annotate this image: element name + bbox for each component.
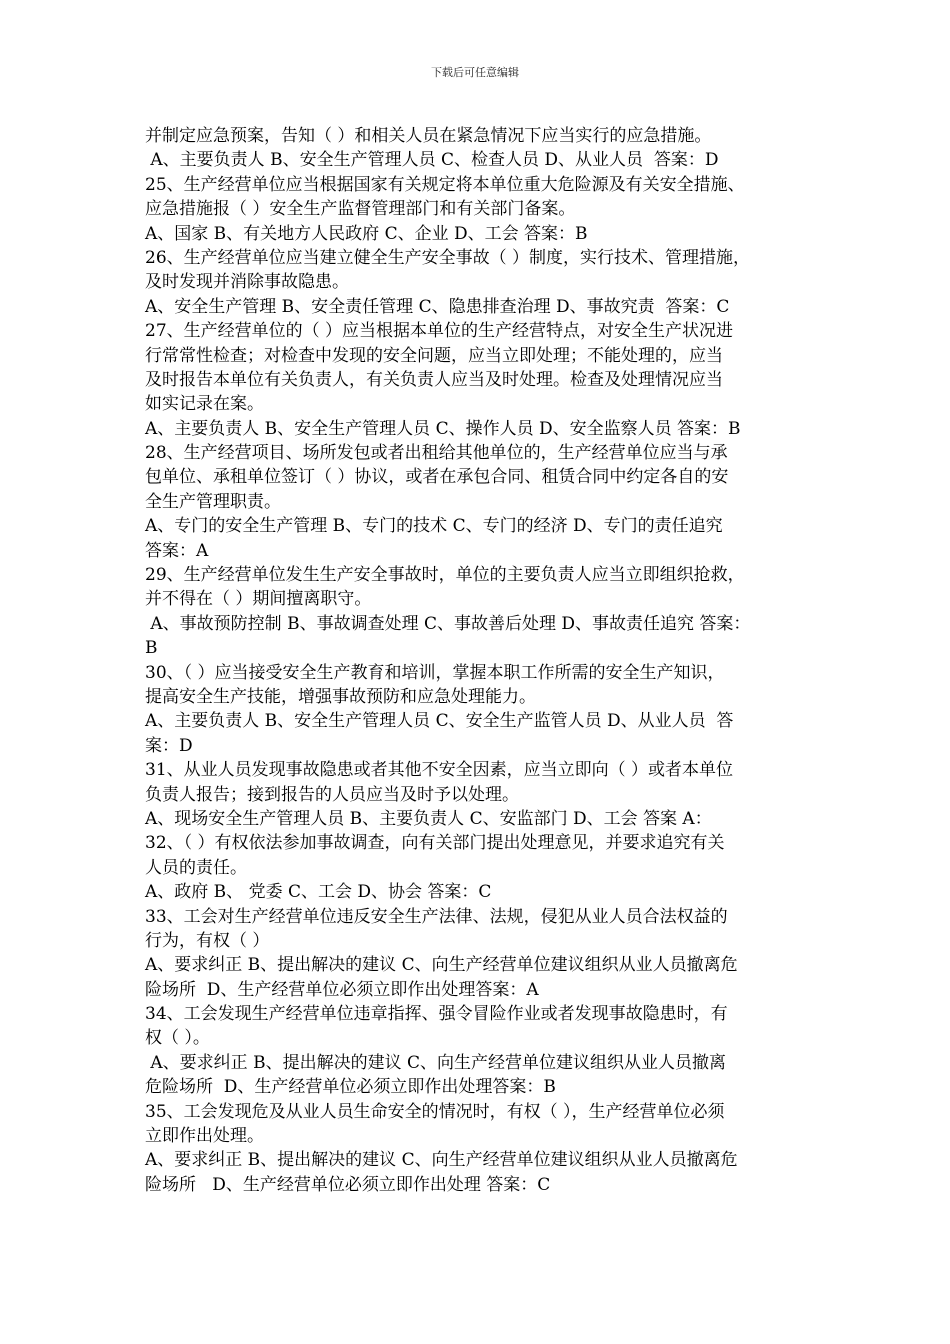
text-line: 25、生产经营单位应当根据国家有关规定将本单位重大危险源及有关安全措施、 (145, 174, 745, 195)
text-line: 32、（ ）有权依法参加事故调查，向有关部门提出处理意见，并要求追究有关 (145, 833, 725, 854)
text-line: 权（ ）。 (145, 1028, 210, 1049)
text-line: 30、（ ）应当接受安全生产教育和培训，掌握本职工作所需的安全生产知识， (145, 662, 725, 683)
text-line: B (145, 638, 158, 659)
text-line: 答案：A (145, 540, 209, 561)
text-line: 包单位、承租单位签订（ ）协议，或者在承包合同、租赁合同中约定各自的安 (145, 467, 729, 488)
text-line: 案：D (145, 735, 193, 756)
text-line: A、安全生产管理 B、安全责任管理 C、隐患排查治理 D、事故究责 答案：C (145, 296, 730, 317)
text-line: 提高安全生产技能，增强事故预防和应急处理能力。 (145, 686, 536, 707)
text-line: 并制定应急预案，告知（ ）和相关人员在紧急情况下应当实行的应急措施。 (145, 126, 712, 146)
text-line: 危险场所 D、生产经营单位必须立即作出处理答案：B (145, 1077, 556, 1098)
text-line: 行常常性检查；对检查中发现的安全问题，应当立即处理；不能处理的，应当 (145, 345, 723, 366)
text-line: A、专门的安全生产管理 B、专门的技术 C、专门的经济 D、专门的责任追究 (145, 516, 723, 537)
text-line: 33、工会对生产经营单位违反安全生产法律、法规，侵犯从业人员合法权益的 (145, 906, 728, 927)
text-line: A、主要负责人 B、安全生产管理人员 C、操作人员 D、安全监察人员 答案：B (145, 418, 741, 439)
text-line: 立即作出处理。 (145, 1126, 264, 1147)
text-line: 如实记录在案。 (145, 394, 264, 415)
text-line: 全生产管理职责。 (145, 491, 281, 512)
text-line: A、事故预防控制 B、事故调查处理 C、事故善后处理 D、事故责任追究 答案： (145, 613, 751, 634)
text-line: 人员的责任。 (145, 857, 247, 878)
text-line: 26、生产经营单位应当建立健全生产安全事故（ ）制度，实行技术、管理措施， (145, 247, 751, 268)
text-line: A、要求纠正 B、提出解决的建议 C、向生产经营单位建议组织从业人员撤离 (145, 1052, 726, 1073)
text-line: A、主要负责人 B、安全生产管理人员 C、检查人员 D、从业人员 答案：D (145, 150, 719, 171)
text-line: A、政府 B、 党委 C、工会 D、协会 答案：C (145, 882, 492, 903)
text-line: 负责人报告；接到报告的人员应当及时予以处理。 (145, 784, 519, 805)
text-line: 险场所 D、生产经营单位必须立即作出处理 答案：C (145, 1174, 551, 1195)
text-line: 34、工会发现生产经营单位违章指挥、强令冒险作业或者发现事故隐患时，有 (145, 1004, 728, 1025)
text-line: 27、生产经营单位的（ ）应当根据本单位的生产经营特点，对安全生产状况进 (145, 321, 734, 342)
text-line: A、主要负责人 B、安全生产管理人员 C、安全生产监管人员 D、从业人员 答 (145, 711, 734, 732)
text-line: 29、生产经营单位发生生产安全事故时，单位的主要负责人应当立即组织抢救， (145, 565, 745, 586)
text-line: 31、从业人员发现事故隐患或者其他不安全因素，应当立即向（ ）或者本单位 (145, 760, 734, 781)
text-line: A、要求纠正 B、提出解决的建议 C、向生产经营单位建议组织从业人员撤离危 (145, 1150, 738, 1171)
text-line: 行为，有权（ ） (145, 930, 270, 951)
text-line: 及时发现并消除事故隐患。 (145, 272, 349, 293)
text-line: A、国家 B、有关地方人民政府 C、企业 D、工会 答案：B (145, 223, 588, 244)
text-line: A、要求纠正 B、提出解决的建议 C、向生产经营单位建议组织从业人员撤离危 (145, 955, 738, 976)
text-line: 35、工会发现危及从业人员生命安全的情况时，有权（ ），生产经营单位必须 (145, 1101, 725, 1122)
text-line: 应急措施报（ ）安全生产监督管理部门和有关部门备案。 (145, 199, 576, 220)
page-header: 下载后可任意编辑 (431, 66, 519, 79)
document-body (145, 124, 815, 1197)
text-line: 28、生产经营项目、场所发包或者出租给其他单位的，生产经营单位应当与承 (145, 443, 728, 464)
text-line: 险场所 D、生产经营单位必须立即作出处理答案：A (145, 979, 539, 1000)
text-line: 并不得在（ ）期间擅离职守。 (145, 589, 372, 610)
text-line: A、现场安全生产管理人员 B、主要负责人 C、安监部门 D、工会 答案 A： (145, 808, 712, 829)
text-line: 及时报告本单位有关负责人，有关负责人应当及时处理。检查及处理情况应当 (145, 369, 723, 390)
